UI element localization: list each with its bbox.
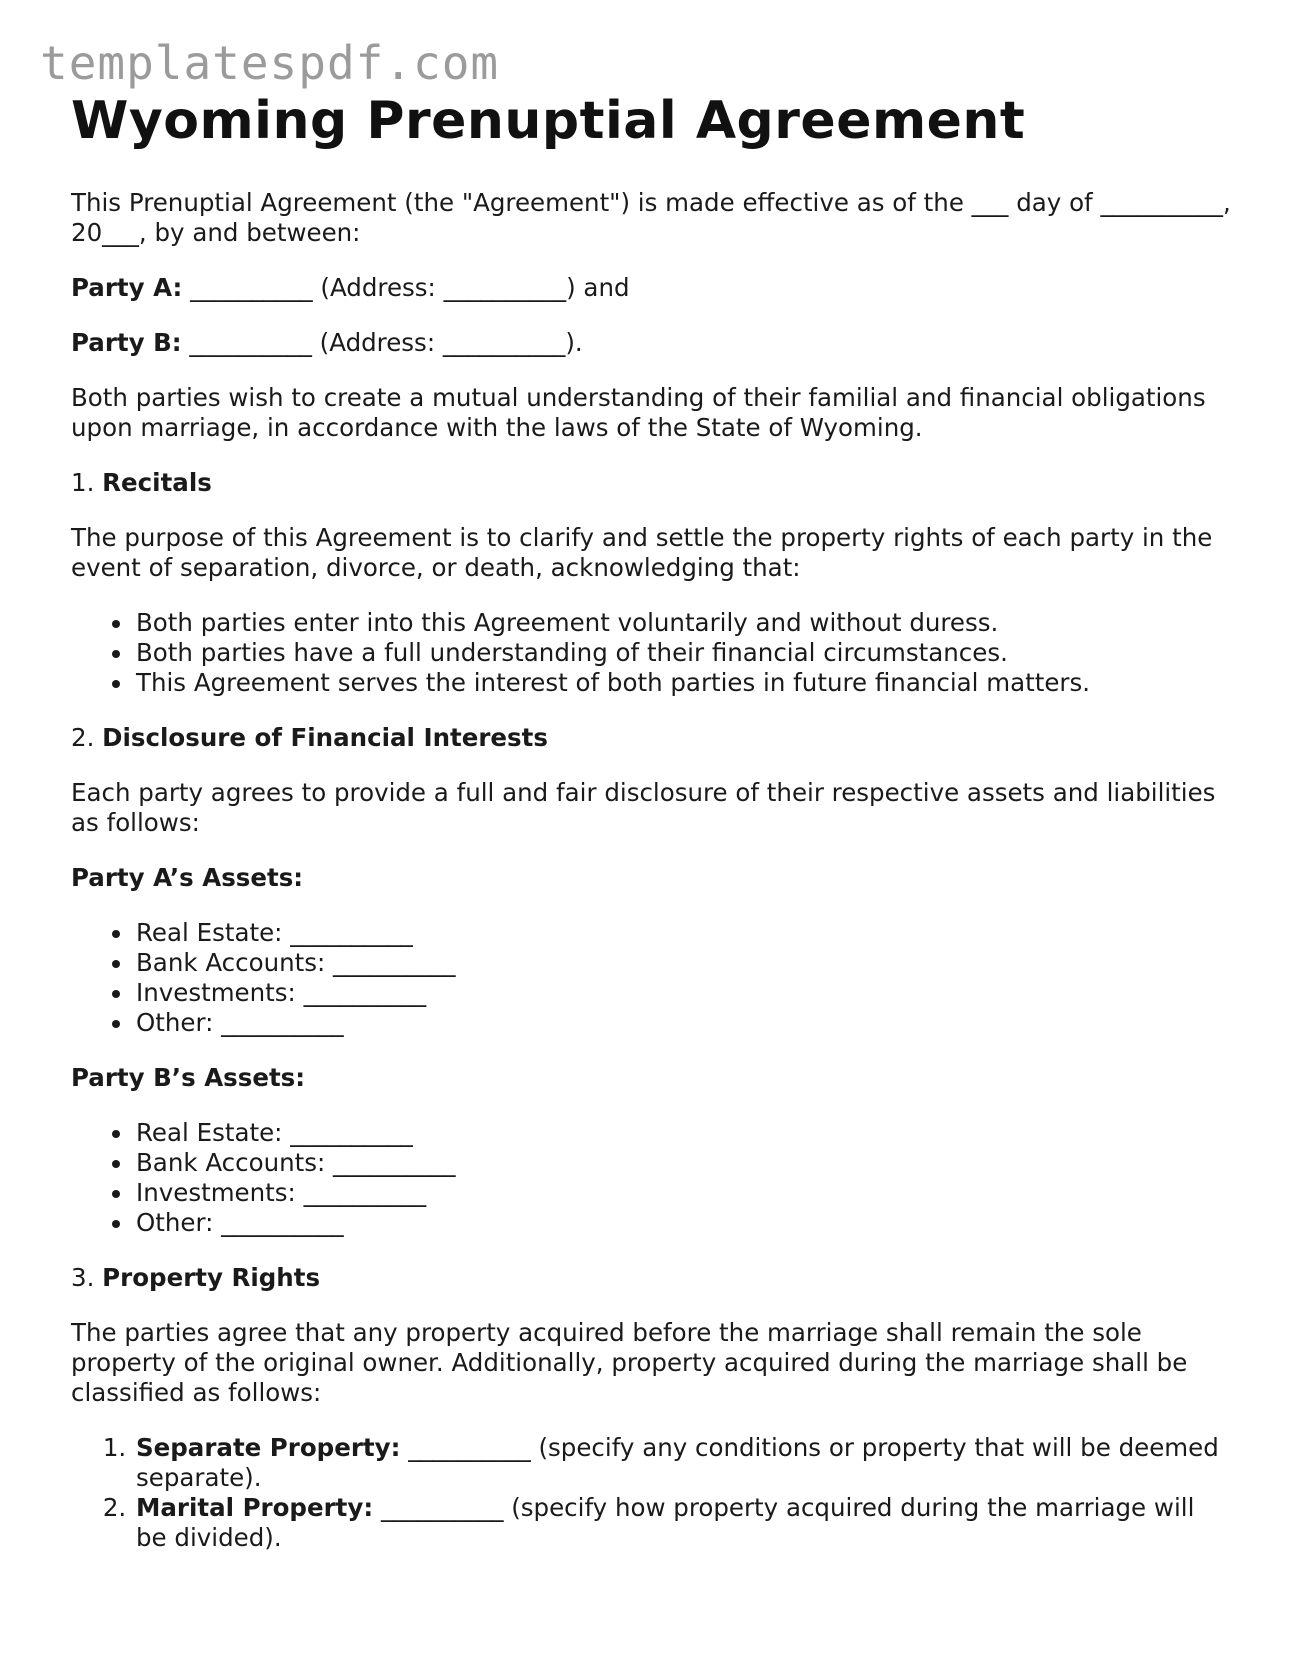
- list-item: • Other: __________: [134, 1008, 1231, 1038]
- list-item: • This Agreement serves the interest of both parties in future financial matters.: [134, 668, 1231, 698]
- marital-property-label: Marital Property:: [136, 1493, 374, 1523]
- list-item: • Bank Accounts: __________: [134, 1148, 1231, 1178]
- party-a-assets-heading: Party A’s Assets:: [71, 863, 304, 893]
- separate-property-text: __________ (specify any conditions or property that will be deemed separate).: [136, 1433, 1219, 1493]
- purpose-paragraph: Both parties wish to create a mutual understanding of their familial and financial obligations upon marriage, in accordance with the laws of the State of Wyoming.: [71, 383, 1206, 443]
- document-page: [71, 90, 1231, 1553]
- section-1-number: 1.: [71, 468, 103, 498]
- list-item: • Investments: __________: [134, 978, 1231, 1008]
- list-item: • Both parties have a full understanding of their financial circumstances.: [134, 638, 1231, 668]
- section-3-number: 3.: [71, 1263, 103, 1293]
- marital-property-text: __________ (specify how property acquired during the marriage will be divided).: [136, 1493, 1195, 1553]
- section-3-title: Property Rights: [102, 1263, 321, 1293]
- section-2-number: 2.: [71, 723, 103, 753]
- section-1-title: Recitals: [102, 468, 212, 498]
- section-1-heading: [71, 468, 1231, 498]
- party-b-label: Party B:: [71, 328, 182, 358]
- party-a-assets-list: [71, 918, 1231, 1038]
- property-classification-list: [71, 1433, 1231, 1553]
- document-title: Wyoming Prenuptial Agreement: [71, 91, 1026, 151]
- party-a-line: [71, 273, 1231, 303]
- list-item: • Both parties enter into this Agreement voluntarily and without duress.: [134, 608, 1231, 638]
- list-item: [134, 1433, 1231, 1493]
- party-b-assets-heading: Party B’s Assets:: [71, 1063, 306, 1093]
- party-b-assets-list: [71, 1118, 1231, 1238]
- party-b-line: [71, 328, 1231, 358]
- list-item: • Real Estate: __________: [134, 1118, 1231, 1148]
- list-item: • Bank Accounts: __________: [134, 948, 1231, 978]
- list-item: [134, 1493, 1231, 1553]
- list-item: • Investments: __________: [134, 1178, 1231, 1208]
- section-1-body: The purpose of this Agreement is to clarify and settle the property rights of each party in the event of separation, divorce, or death, acknowledging that:: [71, 523, 1213, 583]
- party-b-text: __________ (Address: __________).: [181, 328, 583, 358]
- party-a-label: Party A:: [71, 273, 183, 303]
- recitals-list: [71, 608, 1231, 698]
- watermark: templatespdf.com: [40, 36, 500, 90]
- section-2-heading: [71, 723, 1231, 753]
- section-3-body: The parties agree that any property acquired before the marriage shall remain the sole property of the original owner. Additionally, property acquired during the marriage shall be classified as follows:: [71, 1318, 1188, 1408]
- party-a-text: __________ (Address: __________) and: [182, 273, 630, 303]
- section-3-heading: [71, 1263, 1231, 1293]
- section-2-title: Disclosure of Financial Interests: [102, 723, 548, 753]
- intro-paragraph: This Prenuptial Agreement (the "Agreement") is made effective as of the ___ day of __________, 20___, by and between:: [71, 188, 1231, 248]
- list-item: • Other: __________: [134, 1208, 1231, 1238]
- list-item: • Real Estate: __________: [134, 918, 1231, 948]
- separate-property-label: Separate Property:: [136, 1433, 401, 1463]
- section-2-body: Each party agrees to provide a full and fair disclosure of their respective assets and liabilities as follows:: [71, 778, 1216, 838]
